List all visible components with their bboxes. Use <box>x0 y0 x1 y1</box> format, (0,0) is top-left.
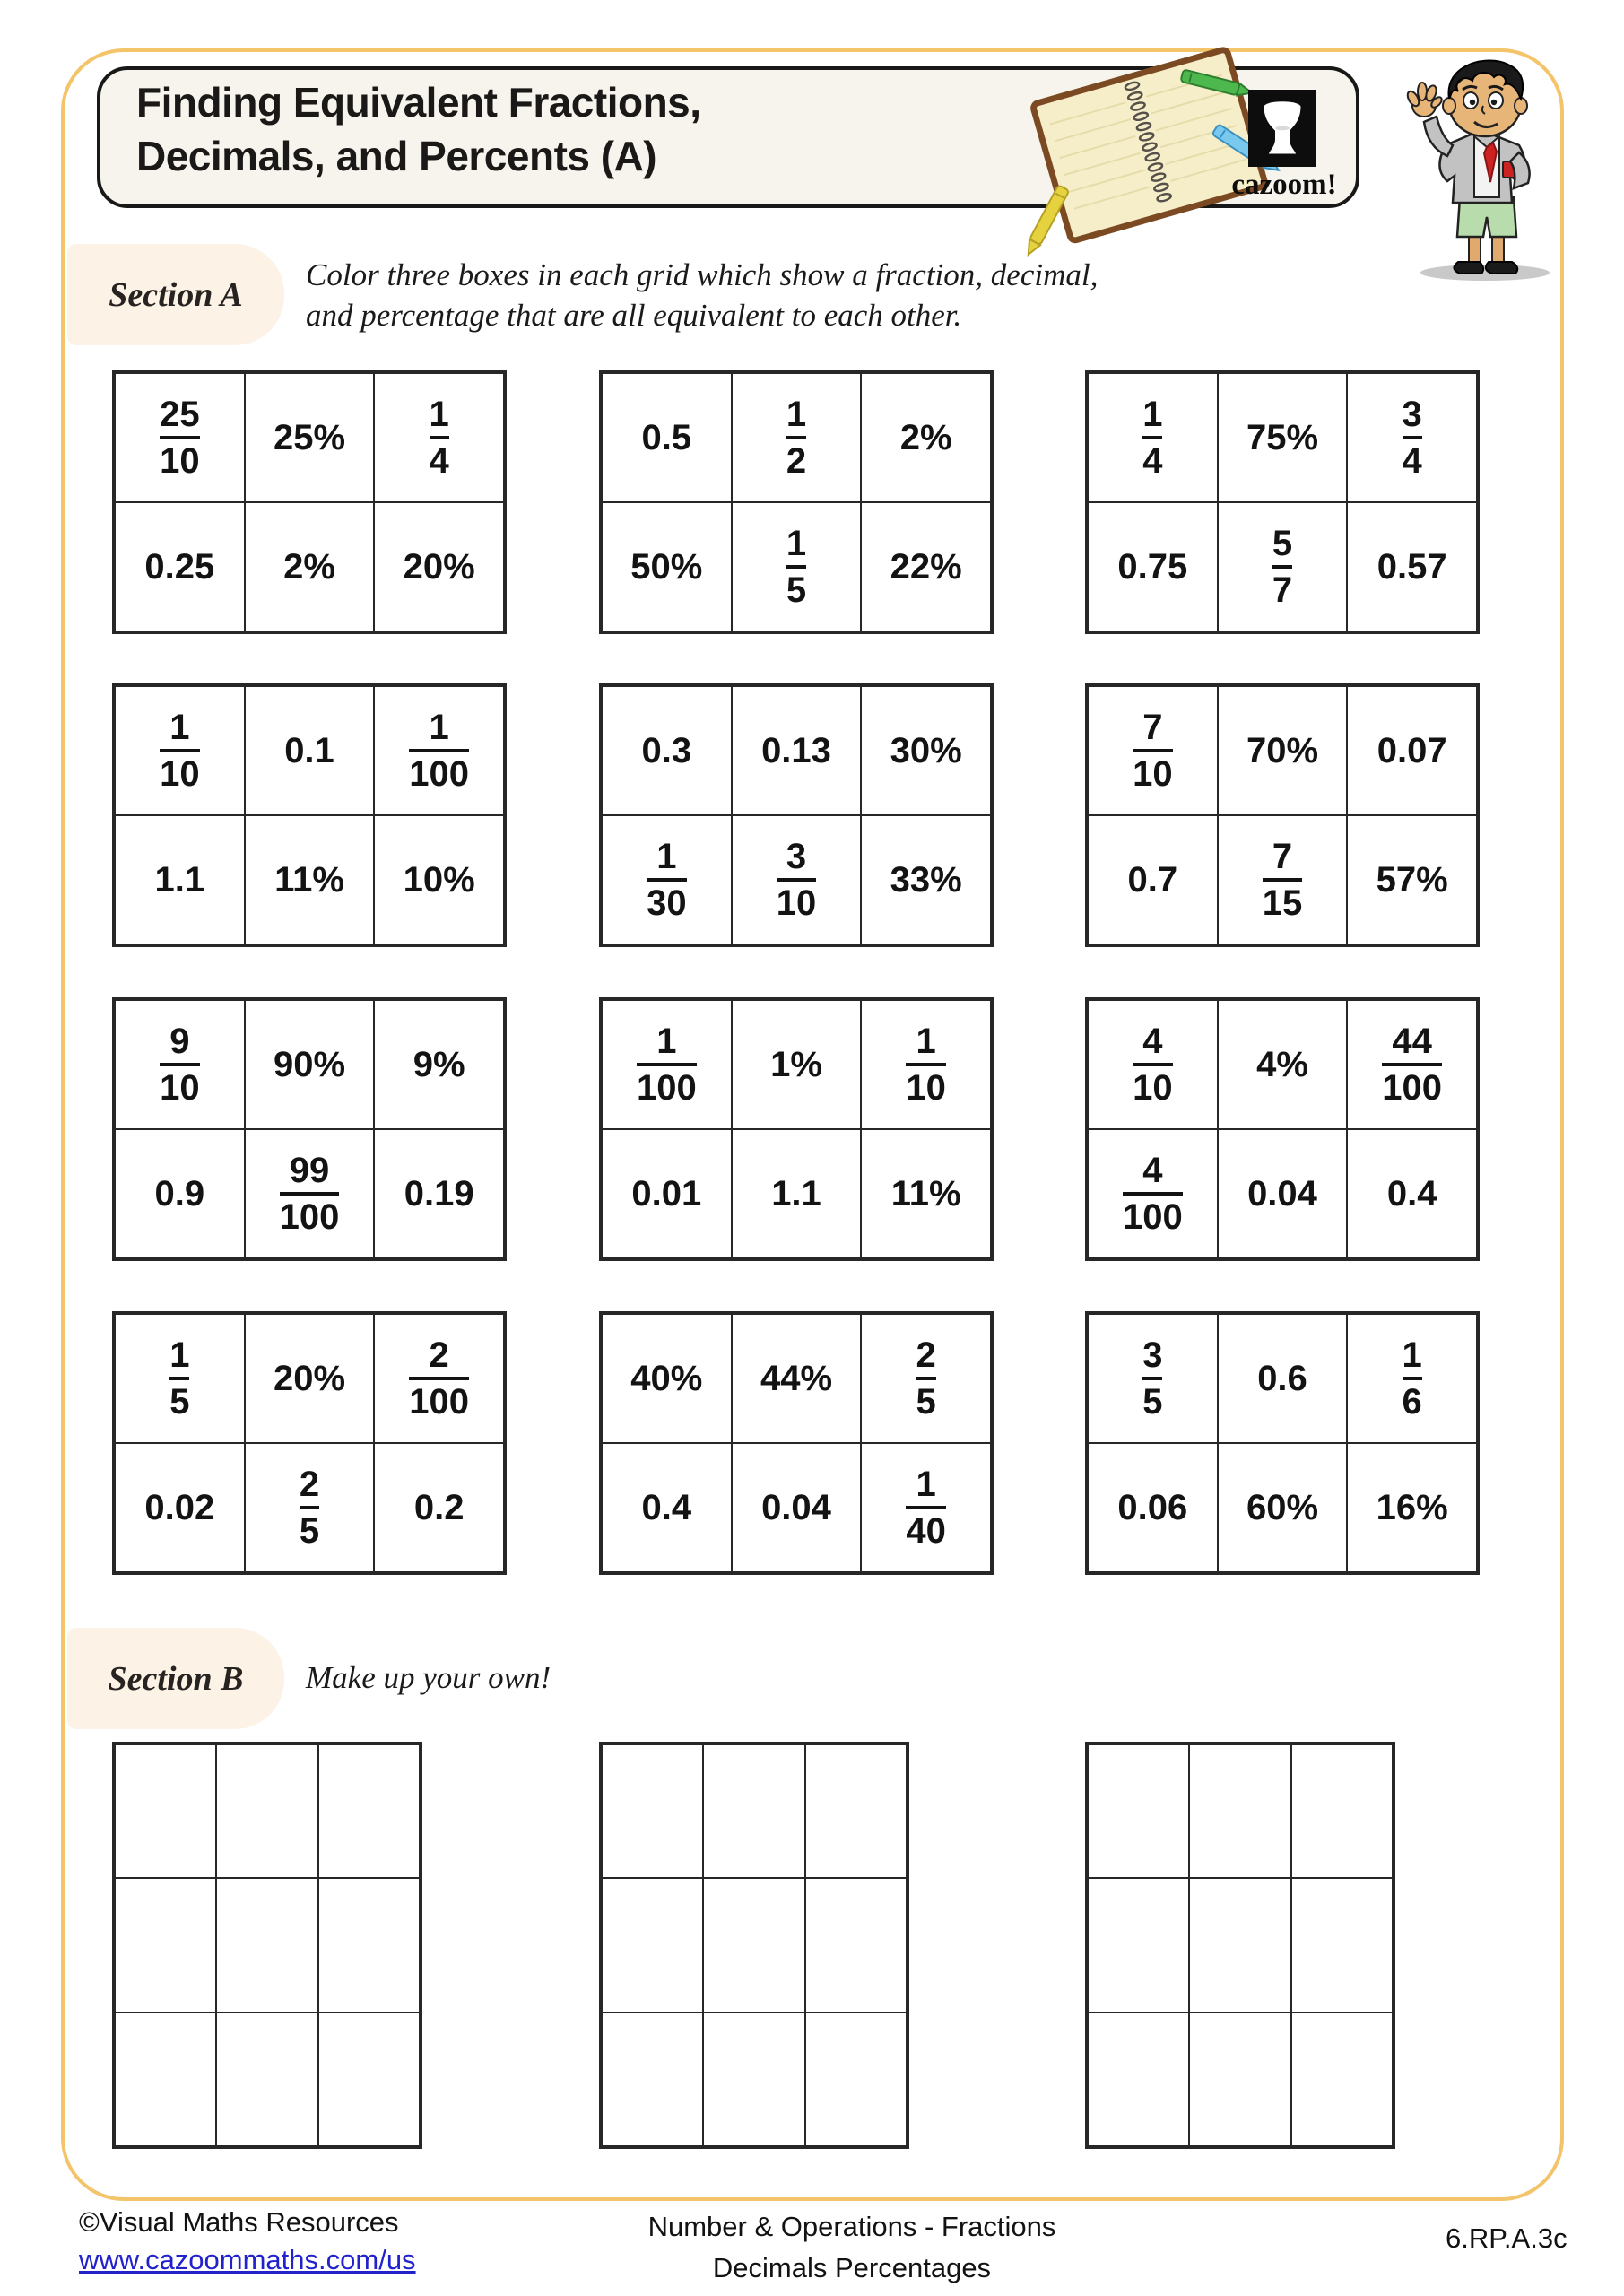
fraction-value: $\frac{2}{5}$ <box>916 1335 936 1422</box>
fraction-value: $\frac{1}{6}$ <box>1402 1335 1422 1422</box>
grid-cell[interactable]: 0.13 <box>732 686 862 815</box>
grid-cell[interactable]: 0.01 <box>602 1129 732 1258</box>
grid-cell[interactable]: 2% <box>861 373 991 502</box>
empty-grid-cell[interactable] <box>1291 1744 1393 1878</box>
grid-cell[interactable] <box>861 1443 991 1572</box>
grid-cell[interactable] <box>732 373 862 502</box>
grid-cell[interactable]: 1.1 <box>115 815 245 944</box>
grid-cell[interactable] <box>115 1314 245 1443</box>
grid-cell[interactable] <box>115 1000 245 1129</box>
grid-cell[interactable]: 0.9 <box>115 1129 245 1258</box>
empty-grid-cell[interactable] <box>805 1744 907 1878</box>
equivalence-grid <box>112 997 507 1261</box>
grid-cell[interactable]: 57% <box>1347 815 1477 944</box>
empty-grid-cell[interactable] <box>1088 1744 1189 1878</box>
grid-cell[interactable]: 10% <box>374 815 504 944</box>
fraction-value: $\frac{2}{100}$ <box>409 1335 470 1422</box>
grid-cell[interactable]: 0.75 <box>1088 502 1218 631</box>
grid-cell[interactable]: 0.07 <box>1347 686 1477 815</box>
fraction-value: $\frac{1}{30}$ <box>647 837 687 923</box>
cazoom-drum-icon <box>1248 90 1316 167</box>
grid-cell[interactable]: 2% <box>245 502 375 631</box>
grid-cell[interactable] <box>374 1314 504 1443</box>
footer-website-link[interactable]: www.cazoommaths.com/us <box>79 2244 416 2275</box>
grid-cell[interactable]: 75% <box>1218 373 1348 502</box>
empty-grid-cell[interactable] <box>1291 2013 1393 2146</box>
grid-cell[interactable] <box>1218 815 1348 944</box>
fraction-value: $\frac{1}{5}$ <box>786 524 807 610</box>
grid-cell[interactable]: 0.02 <box>115 1443 245 1572</box>
grid-cell[interactable]: 1.1 <box>732 1129 862 1258</box>
fraction-value: $\frac{3}{5}$ <box>1142 1335 1163 1422</box>
empty-grid-cell[interactable] <box>1291 1878 1393 2012</box>
grid-cell[interactable]: 0.57 <box>1347 502 1477 631</box>
section-b-label-text: Section B <box>108 1659 244 1698</box>
grid-cell[interactable] <box>374 373 504 502</box>
grid-cell[interactable]: 0.4 <box>602 1443 732 1572</box>
grid-cell[interactable]: 0.6 <box>1218 1314 1348 1443</box>
grid-cell[interactable]: 9% <box>374 1000 504 1129</box>
fraction-value: $\frac{7}{10}$ <box>1133 708 1173 794</box>
empty-grid-cell[interactable] <box>602 1744 703 1878</box>
empty-grid-cell[interactable] <box>318 1878 420 2012</box>
empty-grid-cell[interactable] <box>805 2013 907 2146</box>
grid-cell[interactable] <box>245 1443 375 1572</box>
fraction-value: $\frac{1}{100}$ <box>636 1022 697 1108</box>
page-title <box>136 75 701 183</box>
grid-cell[interactable]: 40% <box>602 1314 732 1443</box>
empty-grid-cell[interactable] <box>1189 1744 1290 1878</box>
empty-grid-cell[interactable] <box>115 1878 216 2012</box>
grid-cell[interactable]: 16% <box>1347 1443 1477 1572</box>
grid-cell[interactable]: 0.06 <box>1088 1443 1218 1572</box>
footer-category <box>466 2206 1238 2289</box>
grid-cell[interactable] <box>1088 686 1218 815</box>
empty-grid-cell[interactable] <box>1088 1878 1189 2012</box>
empty-grid-cell[interactable] <box>216 1744 317 1878</box>
empty-grid-cell[interactable] <box>318 2013 420 2146</box>
footer-category-line1: Number & Operations - Fractions <box>647 2211 1056 2242</box>
grid-cell[interactable]: 20% <box>374 502 504 631</box>
grid-cell[interactable]: 11% <box>245 815 375 944</box>
blank-grid <box>1085 1742 1395 2149</box>
fraction-value: $\frac{3}{4}$ <box>1402 395 1422 481</box>
grid-cell[interactable]: 33% <box>861 815 991 944</box>
footer-copyright: ©Visual Maths Resources <box>79 2206 399 2238</box>
page-title-line2: Decimals, and Percents (A) <box>136 133 657 179</box>
grid-cell[interactable] <box>1088 1129 1218 1258</box>
empty-grid-cell[interactable] <box>115 2013 216 2146</box>
footer-standard-code: 6.RP.A.3c <box>1446 2222 1568 2254</box>
fraction-value: $\frac{1}{2}$ <box>786 395 807 481</box>
grid-cell[interactable]: 11% <box>861 1129 991 1258</box>
equivalence-grid <box>599 683 994 947</box>
fraction-value: $\frac{7}{15}$ <box>1262 837 1303 923</box>
empty-grid-cell[interactable] <box>115 1744 216 1878</box>
grid-cell[interactable]: 30% <box>861 686 991 815</box>
equivalence-grid <box>112 370 507 634</box>
grid-cell[interactable] <box>115 373 245 502</box>
section-a-label-text: Section A <box>109 275 243 314</box>
grid-cell[interactable] <box>861 1314 991 1443</box>
grid-cell[interactable] <box>861 1000 991 1129</box>
grid-cell[interactable]: 4% <box>1218 1000 1348 1129</box>
boy-mascot-icon <box>1388 47 1578 282</box>
grid-cell[interactable]: 0.3 <box>602 686 732 815</box>
equivalence-grid <box>599 997 994 1261</box>
fraction-value: $\frac{5}{7}$ <box>1272 524 1293 610</box>
equivalence-grid <box>112 1311 507 1575</box>
empty-grid-cell[interactable] <box>703 1744 804 1878</box>
grid-cell[interactable]: 0.5 <box>602 373 732 502</box>
grid-cell[interactable]: 90% <box>245 1000 375 1129</box>
grid-cell[interactable] <box>1088 373 1218 502</box>
empty-grid-cell[interactable] <box>1189 2013 1290 2146</box>
empty-grid-cell[interactable] <box>216 1878 317 2012</box>
grid-cell[interactable]: 50% <box>602 502 732 631</box>
section-b-instruction-text: Make up your own! <box>306 1660 551 1695</box>
equivalence-grid <box>112 683 507 947</box>
empty-grid-cell[interactable] <box>318 1744 420 1878</box>
empty-grid-cell[interactable] <box>1189 1878 1290 2012</box>
equivalence-grid <box>1085 370 1480 634</box>
grid-cell[interactable] <box>602 815 732 944</box>
empty-grid-cell[interactable] <box>703 1878 804 2012</box>
section-a-instructions <box>306 255 1098 335</box>
grid-cell[interactable] <box>374 686 504 815</box>
equivalence-grid <box>1085 1311 1480 1575</box>
yellow-crayon-icon <box>1023 185 1070 257</box>
grid-cell[interactable]: 0.04 <box>732 1443 862 1572</box>
grid-cell[interactable]: 0.2 <box>374 1443 504 1572</box>
grid-cell[interactable]: 0.1 <box>245 686 375 815</box>
grid-cell[interactable]: 0.4 <box>1347 1129 1477 1258</box>
grid-cell[interactable] <box>1347 1314 1477 1443</box>
empty-grid-cell[interactable] <box>805 1878 907 2012</box>
fraction-value: $\frac{1}{10}$ <box>906 1022 946 1108</box>
grid-cell[interactable]: 0.19 <box>374 1129 504 1258</box>
grid-cell[interactable] <box>1347 1000 1477 1129</box>
cazoom-wordmark: cazoom! <box>1231 169 1337 201</box>
grid-cell[interactable] <box>1347 373 1477 502</box>
fraction-value: $\frac{25}{10}$ <box>160 395 200 481</box>
equivalence-grid <box>1085 683 1480 947</box>
fraction-value: $\frac{1}{4}$ <box>1142 395 1163 481</box>
grid-cell[interactable]: 44% <box>732 1314 862 1443</box>
grid-cell[interactable] <box>245 1129 375 1258</box>
grid-cell[interactable]: 0.25 <box>115 502 245 631</box>
section-b-instructions <box>306 1657 551 1698</box>
section-a-instruction-line1: Color three boxes in each grid which show a fraction, decimal, <box>306 257 1099 292</box>
blank-grid <box>112 1742 422 2149</box>
equivalence-grid <box>599 1311 994 1575</box>
fraction-value: $\frac{44}{100}$ <box>1382 1022 1443 1108</box>
grid-cell[interactable]: 70% <box>1218 686 1348 815</box>
grid-cell[interactable]: 20% <box>245 1314 375 1443</box>
grid-cell[interactable]: 22% <box>861 502 991 631</box>
fraction-value: $\frac{3}{10}$ <box>776 837 817 923</box>
section-b-label <box>67 1628 284 1729</box>
fraction-value: $\frac{1}{5}$ <box>169 1335 190 1422</box>
empty-grid-cell[interactable] <box>216 2013 317 2146</box>
fraction-value: $\frac{4}{100}$ <box>1122 1151 1183 1237</box>
footer-category-line2: Decimals Percentages <box>712 2252 992 2283</box>
fraction-value: $\frac{99}{100}$ <box>279 1151 340 1237</box>
fraction-value: $\frac{1}{10}$ <box>160 708 200 794</box>
grid-cell[interactable] <box>1088 1000 1218 1129</box>
grid-cell[interactable] <box>602 1000 732 1129</box>
section-a-instruction-line2: and percentage that are all equivalent to each other. <box>306 298 962 333</box>
equivalence-grid <box>599 370 994 634</box>
empty-grid-cell[interactable] <box>602 2013 703 2146</box>
fraction-value: $\frac{1}{4}$ <box>429 395 449 481</box>
blank-grid <box>599 1742 909 2149</box>
equivalence-grid <box>1085 997 1480 1261</box>
fraction-value: $\frac{9}{10}$ <box>160 1022 200 1108</box>
empty-grid-cell[interactable] <box>703 2013 804 2146</box>
section-a-label <box>67 244 284 345</box>
grid-cell[interactable] <box>1218 502 1348 631</box>
fraction-value: $\frac{1}{100}$ <box>409 708 470 794</box>
grid-cell[interactable]: 25% <box>245 373 375 502</box>
fraction-value: $\frac{1}{40}$ <box>906 1465 946 1551</box>
fraction-value: $\frac{4}{10}$ <box>1133 1022 1173 1108</box>
page-title-line1: Finding Equivalent Fractions, <box>136 79 701 126</box>
grid-cell[interactable]: 0.04 <box>1218 1129 1348 1258</box>
empty-grid-cell[interactable] <box>602 1878 703 2012</box>
grid-cell[interactable]: 1% <box>732 1000 862 1129</box>
grid-cell[interactable]: 0.7 <box>1088 815 1218 944</box>
fraction-value: $\frac{2}{5}$ <box>299 1465 320 1551</box>
grid-cell[interactable] <box>1088 1314 1218 1443</box>
grid-cell[interactable] <box>732 502 862 631</box>
grid-cell[interactable] <box>732 815 862 944</box>
grid-cell[interactable]: 60% <box>1218 1443 1348 1572</box>
empty-grid-cell[interactable] <box>1088 2013 1189 2146</box>
grid-cell[interactable] <box>115 686 245 815</box>
